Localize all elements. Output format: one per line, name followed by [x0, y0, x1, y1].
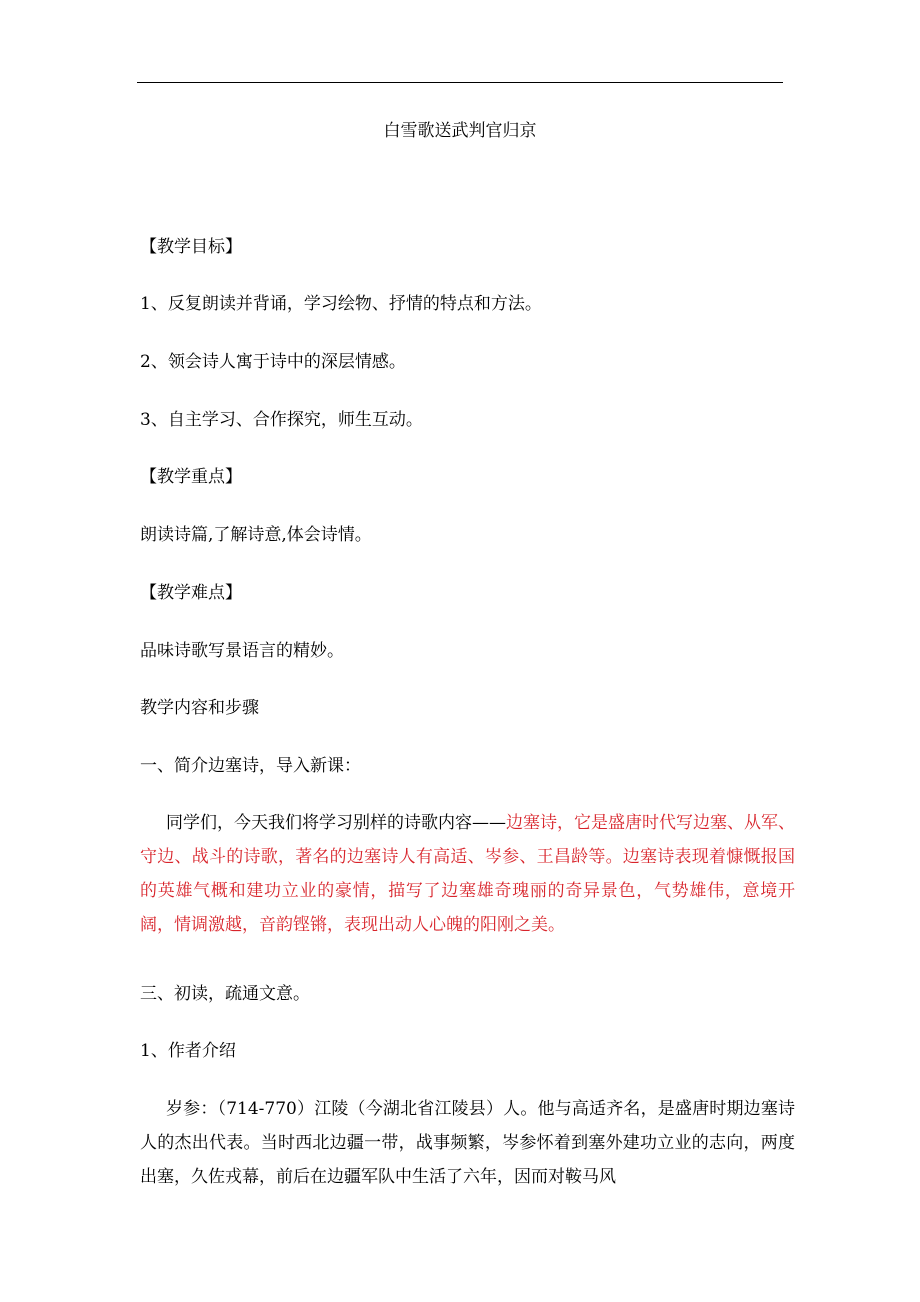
objective-item: 2、领会诗人寓于诗中的深层情感。	[140, 352, 406, 372]
objective-item: 3、自主学习、合作探究，师生互动。	[140, 410, 423, 430]
section-three-heading: 三、初读，疏通文意。	[140, 984, 310, 1004]
header-rule	[137, 82, 783, 83]
objective-item: 1、反复朗读并背诵，学习绘物、抒情的特点和方法。	[140, 294, 542, 314]
heading-keypoints: 【教学重点】	[140, 467, 242, 487]
intro-highlight-text: 边塞诗，它是盛唐时代写边塞、从军、守边、战斗的诗歌，著名的边塞诗人有高适、岑参、王昌龄等。边塞诗表现着慷慨报国的英雄气概和建功立业的豪情，描写了边塞雄奇瑰丽的奇异景色，气势雄伟，意境开阔，情调激越，音韵铿锵，表现出动人心魄的阳刚之美。	[140, 813, 795, 935]
content-steps-heading: 教学内容和步骤	[140, 698, 259, 718]
heading-objectives: 【教学目标】	[140, 237, 242, 257]
heading-difficulties: 【教学难点】	[140, 583, 242, 603]
author-paragraph: 岁参：（714-770）江陵（今湖北省江陵县）人。他与高适齐名，是盛唐时期边塞诗人的杰出代表。当时西北边疆一带，战事频繁，岑参怀着到塞外建功立业的志向，两度出塞，久佐戎幕，前后在边疆军队中生活了六年，因而对鞍马风	[140, 1099, 795, 1187]
keypoints-text: 朗读诗篇,了解诗意,体会诗情。	[140, 525, 372, 545]
difficulties-text: 品味诗歌写景语言的精妙。	[140, 641, 344, 661]
intro-paragraph	[140, 806, 795, 942]
author-heading: 1、作者介绍	[140, 1041, 236, 1061]
section-one-heading: 一、简介边塞诗，导入新课：	[140, 756, 361, 776]
intro-plain-text: 同学们，今天我们将学习别样的诗歌内容——	[166, 813, 506, 833]
document-title: 白雪歌送武判官归京	[383, 121, 537, 141]
